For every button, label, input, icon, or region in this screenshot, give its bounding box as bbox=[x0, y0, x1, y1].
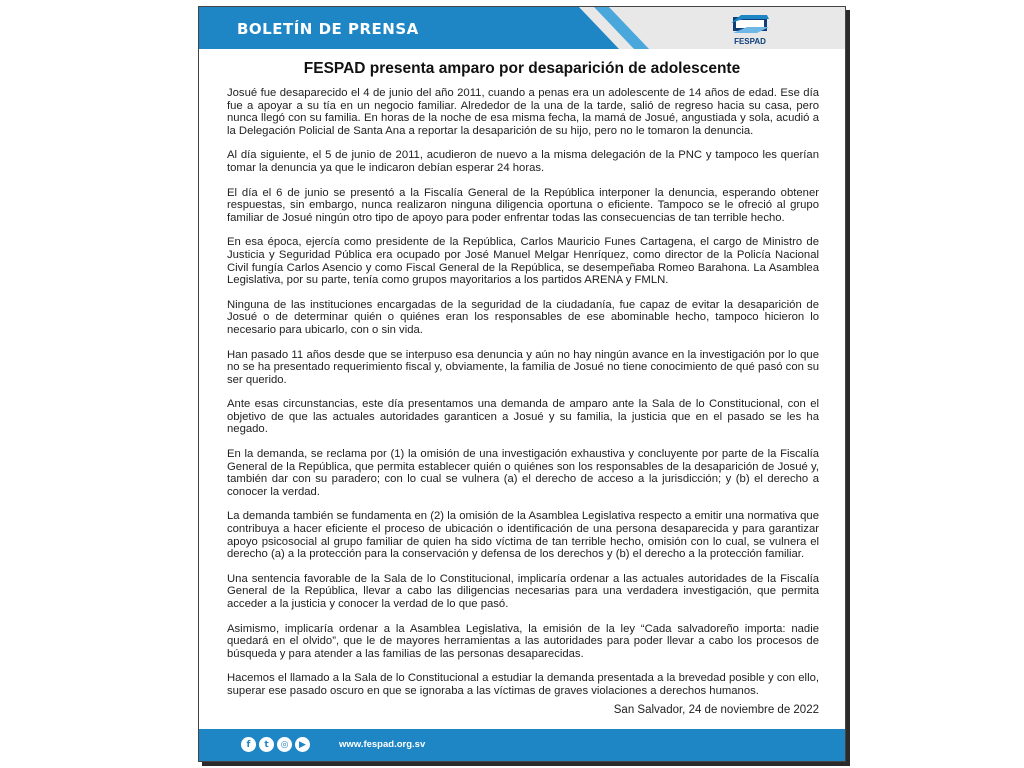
paragraph: Ante esas circunstancias, este día presentamos una demanda de amparo ante la Sala de lo Constitucional, con el objetivo de que las actuales autoridades garanticen a Josué y su familia, la justicia que en el pasado se les ha negado. bbox=[227, 398, 819, 436]
footer-bar bbox=[199, 729, 845, 761]
paragraph: En la demanda, se reclama por (1) la omisión de una investigación exhaustiva y concluyente por parte de la Fiscalía General de la República, que permita establecer quién o quiénes son los responsables de la desaparición de Josué y, también dar con su paradero; con lo cual se vulnera (a) el derecho de acceso a la jurisdicción; y (b) el derecho a conocer la verdad. bbox=[227, 448, 819, 498]
paragraph: Ninguna de las instituciones encargadas de la seguridad de la ciudadanía, fue capaz de evitar la desaparición de Josué o de determinar quién o quiénes eran los responsables de ese abominable hecho, tampoco hicieron lo necesario para ubicarlo, con o sin vida. bbox=[227, 298, 819, 336]
paragraph: El día el 6 de junio se presentó a la Fiscalía General de la República interponer la denuncia, esperando obtener respuestas, sin embargo, nunca realizaron ninguna diligencia oportuna o eficiente. Tampoco se le ofreció al grupo familiar de Josué ningún otro tipo de apoyo para poder enfrentar todas las consecuencias de tan terrible hecho. bbox=[227, 186, 819, 224]
header-banner bbox=[199, 7, 845, 49]
instagram-icon[interactable]: ◎ bbox=[277, 737, 292, 752]
paragraph: Una sentencia favorable de la Sala de lo Constitucional, implicaría ordenar a las actuales autoridades de la Fiscalía General de la República, llevar a cabo las diligencias necesarias para una verdadera investigación, que permita acceder a la justicia y conocer la verdad de lo que pasó. bbox=[227, 572, 819, 610]
website-link[interactable]: www.fespad.org.sv bbox=[339, 739, 426, 750]
paragraph: Josué fue desaparecido el 4 de junio del año 2011, cuando a penas era un adolescente de 14 años de edad. Ese día fue a apoyar a su tía en un negocio familiar. Alrededor de la una de la tarde, salió de regreso hacia su casa, pero nunca llegó con su familia. En horas de la noche de esa misma fecha, la mamá de Josué, angustiada y sola, acudió a la Delegación Policial de Santa Ana a reportar la desaparición de su hijo, pero no le tomaron la denuncia. bbox=[227, 87, 819, 137]
facebook-icon[interactable]: f bbox=[241, 737, 256, 752]
fespad-logo bbox=[727, 13, 773, 47]
paragraph: En esa época, ejercía como presidente de la República, Carlos Mauricio Funes Cartagena, el cargo de Ministro de Justicia y Seguridad Pública era ocupado por José Manuel Melgar Henríquez, como director de la Policía Nacional Civil fungía Carlos Asencio y como Fiscal General de la República, se desempeñaba Romeo Barahona. La Asamblea Legislativa, por su parte, tenía como grupos mayoritarios a los partidos ARENA y FMLN. bbox=[227, 236, 819, 287]
twitter-icon[interactable]: t bbox=[259, 737, 274, 752]
paragraph: Han pasado 11 años desde que se interpuso esa denuncia y aún no hay ningún avance en la investigación por lo que no se ha presentado requerimiento fiscal y, obviamente, la familia de Josué no tiene conocimiento de qué pasó con su ser querido. bbox=[227, 348, 819, 386]
paragraph: Asimismo, implicaría ordenar a la Asamblea Legislativa, la emisión de la ley “Cada salvadoreño importa: nadie quedará en el olvido”, que le de mayores herramientas a las autoridades para poder llevar a cabo los procesos de búsqueda y para atender a las familias de las personas desaparecidas. bbox=[227, 622, 819, 660]
press-bulletin-page bbox=[198, 6, 846, 762]
document-body bbox=[227, 87, 819, 710]
social-icons bbox=[241, 737, 310, 752]
header-title: BOLETÍN DE PRENSA bbox=[237, 20, 419, 38]
paragraph: Hacemos el llamado a la Sala de lo Constitucional a estudiar la demanda presentada a la brevedad posible y con ello, superar ese pasado oscuro en que se ignoraba a las víctimas de graves violaciones a derechos humanos. bbox=[227, 672, 819, 697]
document-date: San Salvador, 24 de noviembre de 2022 bbox=[613, 704, 819, 716]
paragraph: Al día siguiente, el 5 de junio de 2011, acudieron de nuevo a la misma delegación de la PNC y tampoco les querían tomar la denuncia ya que le indicaron debían esperar 24 horas. bbox=[227, 149, 819, 174]
fespad-logo-icon bbox=[727, 13, 773, 37]
document-title: FESPAD presenta amparo por desaparición de adolescente bbox=[303, 60, 741, 77]
paragraph: La demanda también se fundamenta en (2) la omisión de la Asamblea Legislativa respecto a emitir una normativa que contribuya a hacer eficiente el proceso de ubicación o identificación de una persona desaparecida y para garantizar apoyo psicosocial al grupo familiar de quien ha sido víctima de tan terrible hecho, omisión con lo cual, se vulnera el derecho (a) a la protección para la conservación y defensa de los derechos y (b) el derecho a la protección familiar. bbox=[227, 510, 819, 561]
youtube-icon[interactable]: ▶ bbox=[295, 737, 310, 752]
logo-text: FESPAD bbox=[734, 37, 766, 46]
